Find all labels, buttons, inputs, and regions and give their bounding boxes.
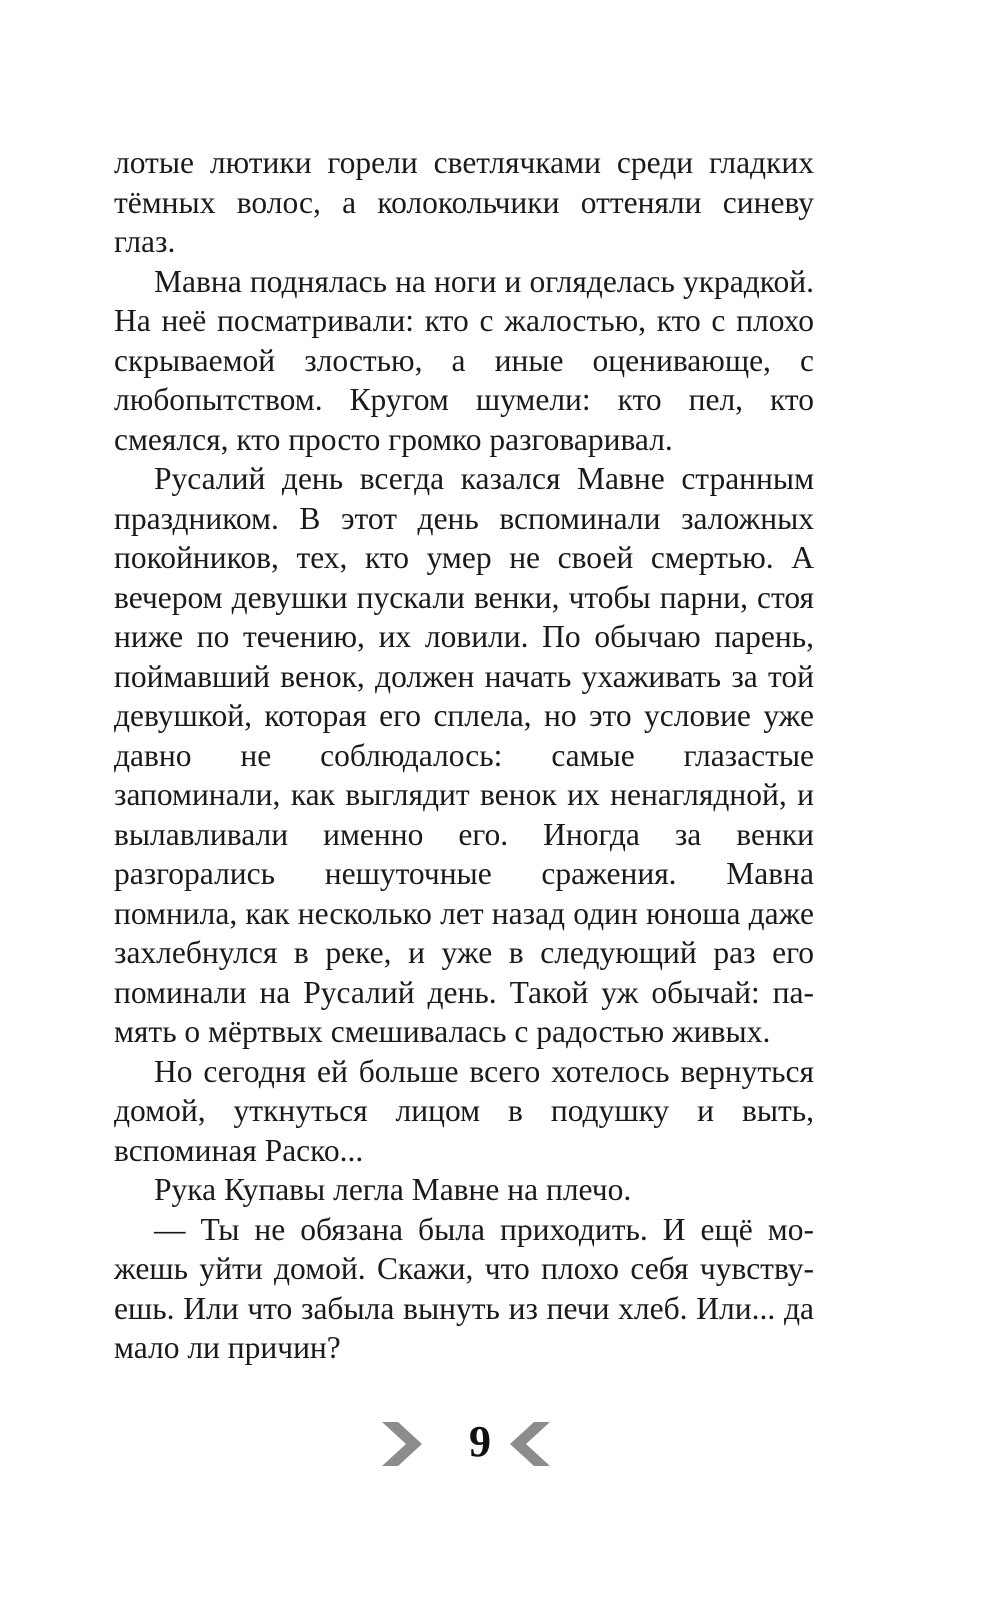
chevron-right-icon	[382, 1422, 422, 1466]
paragraph-2: Мавна поднялась на ноги и огляделась украдкой. На неё посматривали: кто с жалостью, кто с плохо скрываемой злостью, а иные оценивающе, с любопытством. Кругом шумели: кто пел, кто смеялся, кто просто громко разговаривал.	[114, 263, 814, 457]
page-number: 9	[469, 1417, 491, 1466]
paragraph-5: Рука Купавы легла Мавне на плечо.	[154, 1172, 632, 1207]
chevron-left-icon	[510, 1422, 550, 1466]
paragraph-1: лотые лютики горели светлячками среди гладких тёмных волос, а колокольчики оттеняли синеву глаз.	[114, 145, 814, 259]
body-text	[114, 143, 814, 1368]
paragraph-4: Но сегодня ей больше всего хотелось вернуться домой, уткнуться лицом в подушку и выть, вспоминая Раско...	[114, 1053, 814, 1168]
paragraph-3: Русалий день всегда казался Мавне странным праздником. В этот день вспоминали заложных покойников, тех, кто умер не своей смертью. А вечером девушки пускали венки, чтобы парни, стоя ниже по течению, их ловили. По обычаю парень, поймавший венок, должен начать ухаживать за той девушкой, которая его сплела, но это условие уже давно не соблюдалось: самые глазастые запоминали, как выглядит венок их ненаглядной, и вылавливали именно его. Иногда за венки разгорались нешуточные сражения. Мавна помнила, как несколько лет назад один юноша даже захлебнулся в реке, и уже в следующий раз его поминали на Русалий день. Такой уж обычай: память о мёртвых смешивалась с радостью живых.	[114, 461, 814, 1049]
paragraph-6: — Ты не обязана была приходить. И ещё можешь уйти домой. Скажи, что плохо себя чувствуешь. Или что забыла вынуть из печи хлеб. Или... да мало ли причин?	[114, 1211, 814, 1365]
page-footer	[0, 1414, 1000, 1474]
